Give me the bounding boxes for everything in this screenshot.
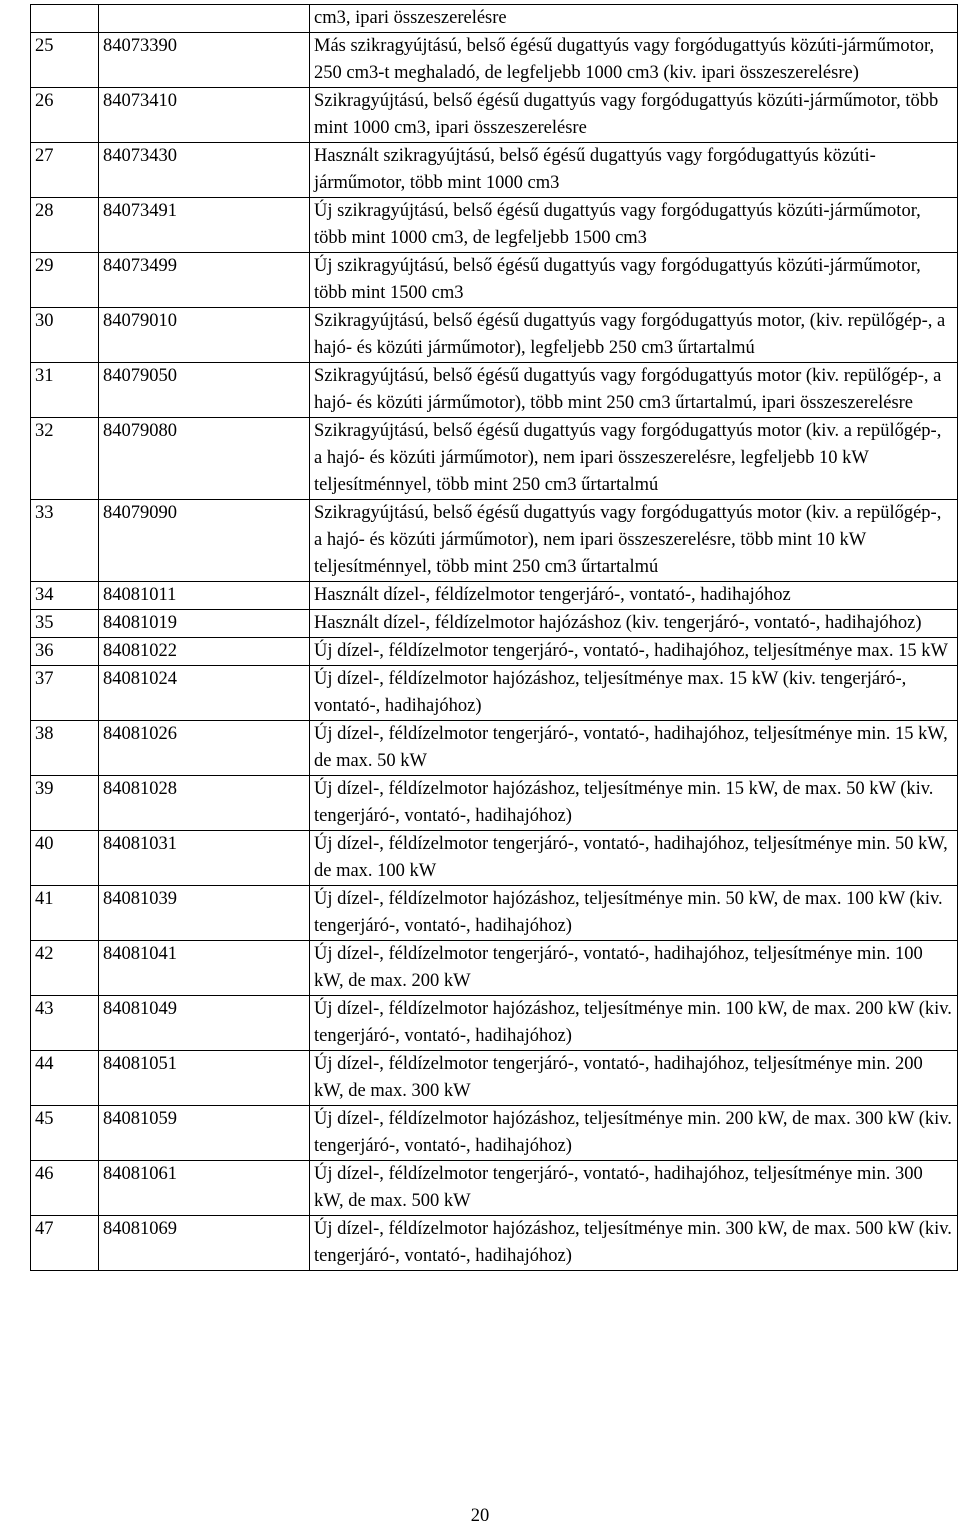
tariff-code-cell: 84081061	[99, 1161, 310, 1216]
description-cell: Használt dízel-, féldízelmotor hajózáshoz (kiv. tengerjáró-, vontató-, hadihajóhoz)	[310, 610, 958, 638]
row-number-cell: 29	[31, 253, 99, 308]
tariff-code-cell: 84081028	[99, 776, 310, 831]
description-cell: Új dízel-, féldízelmotor hajózáshoz, teljesítménye min. 100 kW, de max. 200 kW (kiv. tengerjáró-, vontató-, hadihajóhoz)	[310, 996, 958, 1051]
table-body	[31, 5, 958, 1271]
description-cell: Más szikragyújtású, belső égésű dugattyús vagy forgódugattyús közúti-járműmotor, 250 cm3-t meghaladó, de legfeljebb 1000 cm3 (kiv. ipari összeszerelésre)	[310, 33, 958, 88]
tariff-code-cell: 84081026	[99, 721, 310, 776]
description-cell: Használt szikragyújtású, belső égésű dugattyús vagy forgódugattyús közúti-járműmotor, több mint 1000 cm3	[310, 143, 958, 198]
table-row	[31, 1216, 958, 1271]
description-cell: Új dízel-, féldízelmotor tengerjáró-, vontató-, hadihajóhoz, teljesítménye max. 15 kW	[310, 638, 958, 666]
page-number: 20	[470, 1506, 490, 1526]
table-row	[31, 776, 958, 831]
table-row	[31, 1106, 958, 1161]
description-cell: Új dízel-, féldízelmotor hajózáshoz, teljesítménye max. 15 kW (kiv. tengerjáró-, vontató-, hadihajóhoz)	[310, 666, 958, 721]
table-row	[31, 500, 958, 582]
description-cell: Új dízel-, féldízelmotor tengerjáró-, vontató-, hadihajóhoz, teljesítménye min. 200 kW, de max. 300 kW	[310, 1051, 958, 1106]
row-number-cell	[31, 5, 99, 33]
table-row	[31, 308, 958, 363]
description-cell: Új dízel-, féldízelmotor tengerjáró-, vontató-, hadihajóhoz, teljesítménye min. 50 kW, de max. 100 kW	[310, 831, 958, 886]
table-row	[31, 831, 958, 886]
tariff-code-cell: 84073499	[99, 253, 310, 308]
tariff-code-cell: 84081019	[99, 610, 310, 638]
row-number-cell: 38	[31, 721, 99, 776]
description-cell: Szikragyújtású, belső égésű dugattyús vagy forgódugattyús motor (kiv. repülőgép-, a hajó- és közúti járműmotor), több mint 250 cm3 űrtartalmú, ipari összeszerelésre	[310, 363, 958, 418]
table-row	[31, 941, 958, 996]
table-row	[31, 582, 958, 610]
tariff-code-cell: 84081049	[99, 996, 310, 1051]
table-row	[31, 721, 958, 776]
description-cell: Új szikragyújtású, belső égésű dugattyús vagy forgódugattyús közúti-járműmotor, több mint 1000 cm3, de legfeljebb 1500 cm3	[310, 198, 958, 253]
row-number-cell: 42	[31, 941, 99, 996]
table-row	[31, 418, 958, 500]
row-number-cell: 44	[31, 1051, 99, 1106]
table-row	[31, 1161, 958, 1216]
row-number-cell: 47	[31, 1216, 99, 1271]
row-number-cell: 27	[31, 143, 99, 198]
description-cell: Új dízel-, féldízelmotor tengerjáró-, vontató-, hadihajóhoz, teljesítménye min. 300 kW, de max. 500 kW	[310, 1161, 958, 1216]
row-number-cell: 40	[31, 831, 99, 886]
row-number-cell: 30	[31, 308, 99, 363]
row-number-cell: 43	[31, 996, 99, 1051]
tariff-code-cell: 84081022	[99, 638, 310, 666]
row-number-cell: 28	[31, 198, 99, 253]
tariff-code-cell: 84073410	[99, 88, 310, 143]
table-row	[31, 1051, 958, 1106]
row-number-cell: 35	[31, 610, 99, 638]
row-number-cell: 41	[31, 886, 99, 941]
description-cell: cm3, ipari összeszerelésre	[310, 5, 958, 33]
table-row	[31, 886, 958, 941]
table-row	[31, 996, 958, 1051]
row-number-cell: 31	[31, 363, 99, 418]
row-number-cell: 34	[31, 582, 99, 610]
tariff-code-cell: 84073491	[99, 198, 310, 253]
tariff-code-cell: 84079080	[99, 418, 310, 500]
table-row	[31, 666, 958, 721]
table-row	[31, 638, 958, 666]
tariff-code-cell	[99, 5, 310, 33]
row-number-cell: 39	[31, 776, 99, 831]
table-row	[31, 5, 958, 33]
tariff-code-cell: 84081051	[99, 1051, 310, 1106]
tariff-code-cell: 84081011	[99, 582, 310, 610]
table-row	[31, 610, 958, 638]
description-cell: Szikragyújtású, belső égésű dugattyús vagy forgódugattyús motor (kiv. a repülőgép-, a hajó- és közúti járműmotor), nem ipari összeszerelésre, több mint 10 kW teljesítménnyel, több mint 250 cm3 űrtartalmú	[310, 500, 958, 582]
description-cell: Új dízel-, féldízelmotor tengerjáró-, vontató-, hadihajóhoz, teljesítménye min. 100 kW, de max. 200 kW	[310, 941, 958, 996]
table-row	[31, 88, 958, 143]
description-cell: Használt dízel-, féldízelmotor tengerjáró-, vontató-, hadihajóhoz	[310, 582, 958, 610]
tariff-code-cell: 84073430	[99, 143, 310, 198]
table-row	[31, 33, 958, 88]
row-number-cell: 46	[31, 1161, 99, 1216]
description-cell: Szikragyújtású, belső égésű dugattyús vagy forgódugattyús közúti-járműmotor, több mint 1000 cm3, ipari összeszerelésre	[310, 88, 958, 143]
tariff-code-cell: 84081024	[99, 666, 310, 721]
row-number-cell: 45	[31, 1106, 99, 1161]
tariff-code-cell: 84079090	[99, 500, 310, 582]
description-cell: Szikragyújtású, belső égésű dugattyús vagy forgódugattyús motor (kiv. a repülőgép-, a hajó- és közúti járműmotor), nem ipari összeszerelésre, legfeljebb 10 kW teljesítménnyel, több mint 250 cm3 űrtartalmú	[310, 418, 958, 500]
description-cell: Szikragyújtású, belső égésű dugattyús vagy forgódugattyús motor, (kiv. repülőgép-, a hajó- és közúti járműmotor), legfeljebb 250 cm3 űrtartalmú	[310, 308, 958, 363]
description-cell: Új dízel-, féldízelmotor hajózáshoz, teljesítménye min. 300 kW, de max. 500 kW (kiv. tengerjáró-, vontató-, hadihajóhoz)	[310, 1216, 958, 1271]
description-cell: Új dízel-, féldízelmotor hajózáshoz, teljesítménye min. 200 kW, de max. 300 kW (kiv. tengerjáró-, vontató-, hadihajóhoz)	[310, 1106, 958, 1161]
description-cell: Új szikragyújtású, belső égésű dugattyús vagy forgódugattyús közúti-járműmotor, több mint 1500 cm3	[310, 253, 958, 308]
table-row	[31, 253, 958, 308]
tariff-code-cell: 84079050	[99, 363, 310, 418]
table-row	[31, 363, 958, 418]
tariff-code-cell: 84081069	[99, 1216, 310, 1271]
table-row	[31, 143, 958, 198]
row-number-cell: 36	[31, 638, 99, 666]
tariff-code-cell: 84081041	[99, 941, 310, 996]
row-number-cell: 32	[31, 418, 99, 500]
tariff-code-table	[30, 4, 958, 1271]
row-number-cell: 33	[31, 500, 99, 582]
table-row	[31, 198, 958, 253]
tariff-code-cell: 84073390	[99, 33, 310, 88]
tariff-code-cell: 84081059	[99, 1106, 310, 1161]
tariff-code-cell: 84081039	[99, 886, 310, 941]
description-cell: Új dízel-, féldízelmotor hajózáshoz, teljesítménye min. 15 kW, de max. 50 kW (kiv. tengerjáró-, vontató-, hadihajóhoz)	[310, 776, 958, 831]
row-number-cell: 37	[31, 666, 99, 721]
description-cell: Új dízel-, féldízelmotor hajózáshoz, teljesítménye min. 50 kW, de max. 100 kW (kiv. tengerjáró-, vontató-, hadihajóhoz)	[310, 886, 958, 941]
row-number-cell: 25	[31, 33, 99, 88]
description-cell: Új dízel-, féldízelmotor tengerjáró-, vontató-, hadihajóhoz, teljesítménye min. 15 kW, de max. 50 kW	[310, 721, 958, 776]
tariff-code-cell: 84081031	[99, 831, 310, 886]
row-number-cell: 26	[31, 88, 99, 143]
tariff-code-cell: 84079010	[99, 308, 310, 363]
